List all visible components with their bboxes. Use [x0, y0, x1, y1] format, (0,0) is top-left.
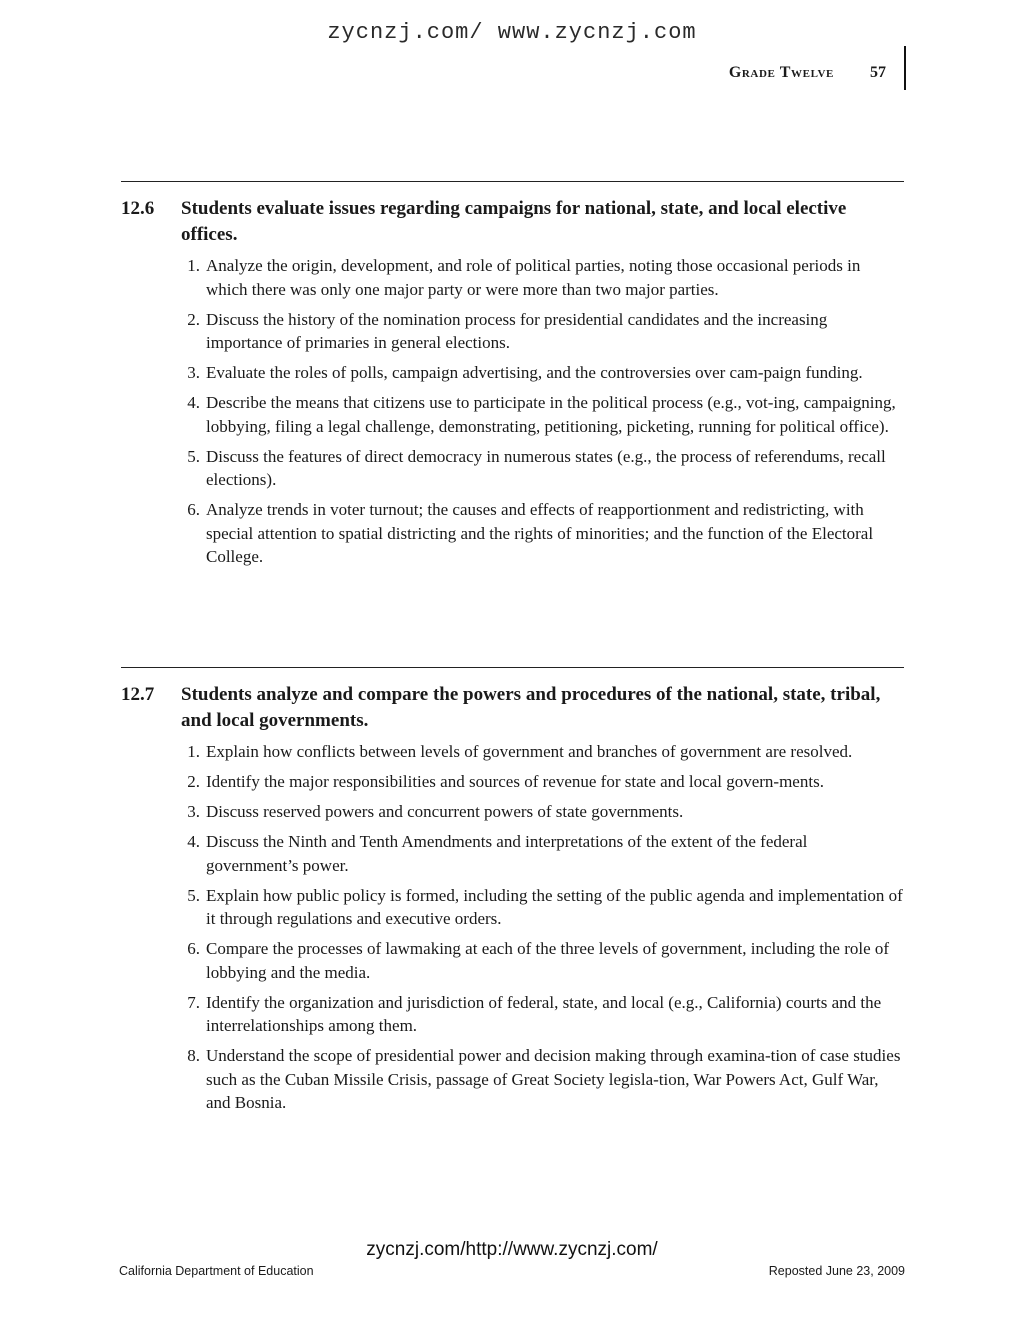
- item-text: Identify the organization and jurisdiction of federal, state, and local (e.g., California) courts and the interrelationships among them.: [206, 992, 882, 1035]
- list-item: [121, 1044, 904, 1115]
- standard-number: 12.6: [121, 198, 155, 219]
- standard-12-6: [121, 196, 904, 575]
- standard-number: 12.7: [121, 684, 155, 705]
- item-text: Evaluate the roles of polls, campaign advertising, and the controversies over cam-paign funding.: [206, 363, 863, 382]
- item-text: Discuss the history of the nomination process for presidential candidates and the increasing importance of primaries in general elections.: [206, 309, 828, 352]
- standard-title: Students evaluate issues regarding campaigns for national, state, and local elective offices.: [181, 198, 847, 245]
- standard-12-7: [121, 682, 904, 1121]
- item-text: Analyze the origin, development, and role of political parties, noting those occasional periods in which there was only one major party or were more than two major parties.: [206, 256, 861, 299]
- standard-heading: [121, 196, 904, 248]
- item-number: 7.: [187, 992, 200, 1012]
- item-number: 8.: [187, 1046, 200, 1065]
- header-bar: [904, 46, 906, 90]
- item-text: Compare the processes of lawmaking at each of the three levels of government, including the role of lobbying and the media.: [206, 939, 890, 982]
- list-item: [121, 937, 904, 984]
- item-number: 6.: [187, 500, 200, 519]
- list-item: [121, 991, 904, 1038]
- page-number: 57: [870, 64, 886, 81]
- item-number: 3.: [187, 802, 200, 821]
- watermark-top: zycnzj.com/ www.zycnzj.com: [327, 20, 697, 45]
- item-number: 2.: [187, 309, 200, 329]
- standard-items: [121, 740, 904, 1115]
- item-text: Discuss the features of direct democracy in numerous states (e.g., the process of referendums, recall elections).: [206, 446, 886, 489]
- item-number: 1.: [187, 256, 200, 275]
- list-item: [121, 740, 904, 764]
- footer-publisher: California Department of Education: [119, 1264, 314, 1278]
- standard-title: Students analyze and compare the powers and procedures of the national, state, tribal, and local governments.: [181, 684, 881, 731]
- item-text: Discuss reserved powers and concurrent powers of state governments.: [206, 802, 684, 821]
- item-text: Analyze trends in voter turnout; the causes and effects of reapportionment and redistricting, with special attention to spatial districting and the rights of minorities; and the function of the Electoral College.: [206, 500, 874, 566]
- running-header-title: Grade Twelve: [728, 64, 834, 81]
- list-item: [121, 308, 904, 355]
- item-number: 3.: [187, 363, 200, 382]
- item-number: 5.: [187, 446, 200, 466]
- section-divider: [121, 181, 904, 182]
- section-divider: [121, 667, 904, 668]
- list-item: [121, 361, 904, 385]
- list-item: [121, 498, 904, 569]
- item-text: Discuss the Ninth and Tenth Amendments and interpretations of the extent of the federal government’s power.: [206, 832, 808, 875]
- item-number: 1.: [187, 742, 200, 761]
- list-item: [121, 884, 904, 931]
- footer-watermark: zycnzj.com/http://www.zycnzj.com/: [366, 1239, 658, 1260]
- item-number: 4.: [187, 832, 200, 851]
- item-text: Explain how conflicts between levels of government and branches of government are resolved.: [206, 742, 853, 761]
- list-item: [121, 830, 904, 877]
- list-item: [121, 445, 904, 492]
- item-number: 6.: [187, 939, 200, 958]
- running-header: [0, 64, 886, 82]
- standard-items: [121, 254, 904, 569]
- list-item: [121, 254, 904, 301]
- item-text: Explain how public policy is formed, including the setting of the public agenda and implementation of it through regulations and executive orders.: [206, 885, 903, 928]
- item-number: 2.: [187, 772, 200, 791]
- list-item: [121, 770, 904, 794]
- standard-heading: [121, 682, 904, 734]
- footer-date: Reposted June 23, 2009: [768, 1264, 905, 1278]
- item-number: 5.: [187, 885, 200, 905]
- list-item: [121, 800, 904, 824]
- item-text: Describe the means that citizens use to participate in the political process (e.g., vot-ing, campaigning, lobbying, filing a legal challenge, demonstrating, petitioning, picketing, running for political office).: [206, 393, 896, 436]
- list-item: [121, 391, 904, 438]
- item-number: 4.: [187, 393, 200, 412]
- item-text: Identify the major responsibilities and sources of revenue for state and local govern-ments.: [206, 772, 824, 791]
- item-text: Understand the scope of presidential power and decision making through examina-tion of case studies such as the Cuban Missile Crisis, passage of Great Society legisla-tion, War Powers Act, Gulf War, and Bosnia.: [206, 1046, 901, 1112]
